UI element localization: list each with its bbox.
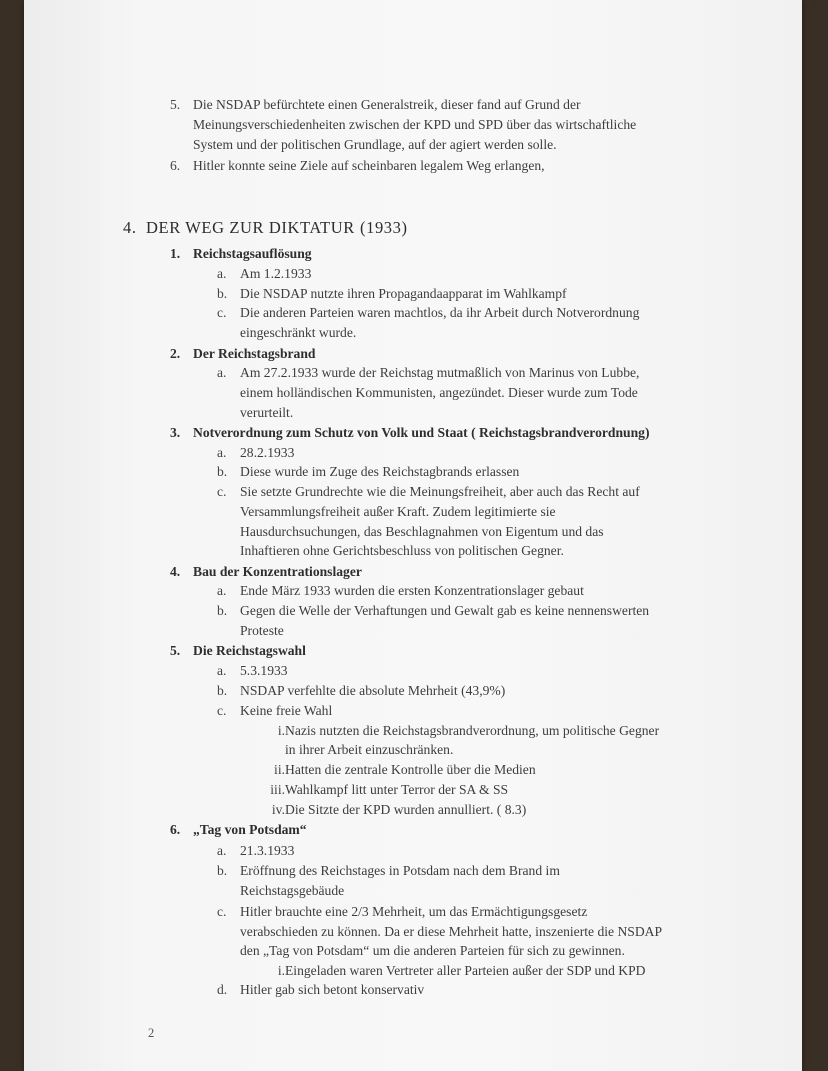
- item-line: Inhaftieren ohne Gerichtsbeschluss von politischen Gegner.: [240, 543, 564, 558]
- topic-number: 6.: [170, 822, 181, 837]
- item-line: 21.3.1933: [240, 843, 295, 858]
- item-letter: c.: [217, 703, 227, 718]
- item-line: Die NSDAP nutzte ihren Propagandaapparat im Wahlkampf: [240, 286, 567, 301]
- page-number: 2: [148, 1026, 155, 1040]
- item-letter: a.: [217, 445, 227, 460]
- subitem-line: Die Sitzte der KPD wurden annulliert. ( 8.3): [285, 802, 527, 817]
- intro-item-line: Hitler konnte seine Ziele auf scheinbaren legalem Weg erlangen,: [193, 158, 545, 173]
- topic-title: Reichstagsauflösung: [193, 246, 312, 261]
- item-line: Sie setzte Grundrechte wie die Meinungsfreiheit, aber auch das Recht auf: [240, 484, 640, 499]
- topic-number: 2.: [170, 346, 181, 361]
- item-letter: a.: [217, 266, 227, 281]
- document-page: [24, 0, 802, 1071]
- intro-item-line: System und der politischen Grundlage, auf der agiert werden solle.: [193, 137, 557, 152]
- topic-number: 1.: [170, 246, 181, 261]
- section-year: (1933): [360, 218, 408, 237]
- item-letter: a.: [217, 583, 227, 598]
- item-letter: c.: [217, 484, 227, 499]
- item-line: Keine freie Wahl: [240, 703, 333, 718]
- item-line: einem holländischen Kommunisten, angezündet. Dieser wurde zum Tode: [240, 385, 638, 400]
- subitem-numeral: i.: [277, 963, 285, 978]
- section-number: 4.: [123, 218, 137, 237]
- intro-item-number: 6.: [170, 158, 181, 173]
- item-line: NSDAP verfehlte die absolute Mehrheit (43,9%): [240, 683, 506, 698]
- topic-title: „Tag von Potsdam“: [193, 822, 307, 837]
- topic-title: Der Reichstagsbrand: [193, 346, 316, 361]
- item-line: verurteilt.: [240, 405, 294, 420]
- topic-title: Die Reichstagswahl: [193, 643, 306, 658]
- subitem-numeral: iv.: [271, 802, 285, 817]
- item-line: Versammlungsfreiheit außer Kraft. Zudem legitimierte sie: [240, 504, 556, 519]
- item-letter: b.: [217, 863, 228, 878]
- item-letter: b.: [217, 286, 228, 301]
- item-line: Diese wurde im Zuge des Reichstagbrands erlassen: [240, 464, 520, 479]
- topic-number: 4.: [170, 564, 181, 579]
- item-letter: b.: [217, 464, 228, 479]
- item-line: Reichstagsgebäude: [240, 883, 345, 898]
- subitem-numeral: ii.: [274, 762, 285, 777]
- item-letter: c.: [217, 904, 227, 919]
- item-letter: a.: [217, 365, 227, 380]
- item-letter: c.: [217, 305, 227, 320]
- section-title: DER WEG ZUR DIKTATUR: [146, 218, 355, 237]
- item-line: 5.3.1933: [240, 663, 288, 678]
- item-line: Ende März 1933 wurden die ersten Konzentrationslager gebaut: [240, 583, 584, 598]
- subitem-numeral: iii.: [270, 782, 285, 797]
- item-line: Die anderen Parteien waren machtlos, da ihr Arbeit durch Notverordnung: [240, 305, 640, 320]
- item-line: Am 27.2.1933 wurde der Reichstag mutmaßlich von Marinus von Lubbe,: [240, 365, 640, 380]
- item-line: 28.2.1933: [240, 445, 295, 460]
- item-letter: a.: [217, 843, 227, 858]
- topic-number: 3.: [170, 425, 181, 440]
- subitem-line: Eingeladen waren Vertreter aller Parteien außer der SDP und KPD: [285, 963, 646, 978]
- intro-item-line: Meinungsverschiedenheiten zwischen der KPD und SPD über das wirtschaftliche: [193, 117, 637, 132]
- intro-item-number: 5.: [170, 97, 181, 112]
- item-letter: b.: [217, 683, 228, 698]
- subitem-line: Hatten die zentrale Kontrolle über die Medien: [285, 762, 536, 777]
- item-letter: b.: [217, 603, 228, 618]
- topic-title: Bau der Konzentrationslager: [193, 564, 362, 579]
- item-line: eingeschränkt wurde.: [240, 325, 357, 340]
- item-line: verabschieden zu können. Da er diese Mehrheit hatte, inszenierte die NSDAP: [240, 924, 663, 939]
- subitem-line: Nazis nutzten die Reichstagsbrandverordnung, um politische Gegner: [285, 723, 660, 738]
- item-line: Proteste: [240, 623, 284, 638]
- item-line: Hitler gab sich betont konservativ: [240, 982, 425, 997]
- item-line: Gegen die Welle der Verhaftungen und Gewalt gab es keine nennenswerten: [240, 603, 650, 618]
- topic-title: Notverordnung zum Schutz von Volk und Staat ( Reichstagsbrandverordnung): [193, 425, 650, 440]
- topic-number: 5.: [170, 643, 181, 658]
- item-line: Hitler brauchte eine 2/3 Mehrheit, um das Ermächtigungsgesetz: [240, 904, 588, 919]
- item-line: Hausdurchsuchungen, das Beschlagnahmen von Eigentum und das: [240, 524, 604, 539]
- subitem-line: in ihrer Arbeit einzuschränken.: [285, 742, 454, 757]
- item-line: Eröffnung des Reichstages in Potsdam nach dem Brand im: [240, 863, 560, 878]
- item-letter: d.: [217, 982, 228, 997]
- item-line: Am 1.2.1933: [240, 266, 312, 281]
- intro-item-line: Die NSDAP befürchtete einen Generalstreik, dieser fand auf Grund der: [193, 97, 581, 112]
- item-line: den „Tag von Potsdam“ um die anderen Parteien für sich zu gewinnen.: [240, 943, 625, 958]
- item-letter: a.: [217, 663, 227, 678]
- subitem-numeral: i.: [277, 723, 285, 738]
- subitem-line: Wahlkampf litt unter Terror der SA & SS: [285, 782, 509, 797]
